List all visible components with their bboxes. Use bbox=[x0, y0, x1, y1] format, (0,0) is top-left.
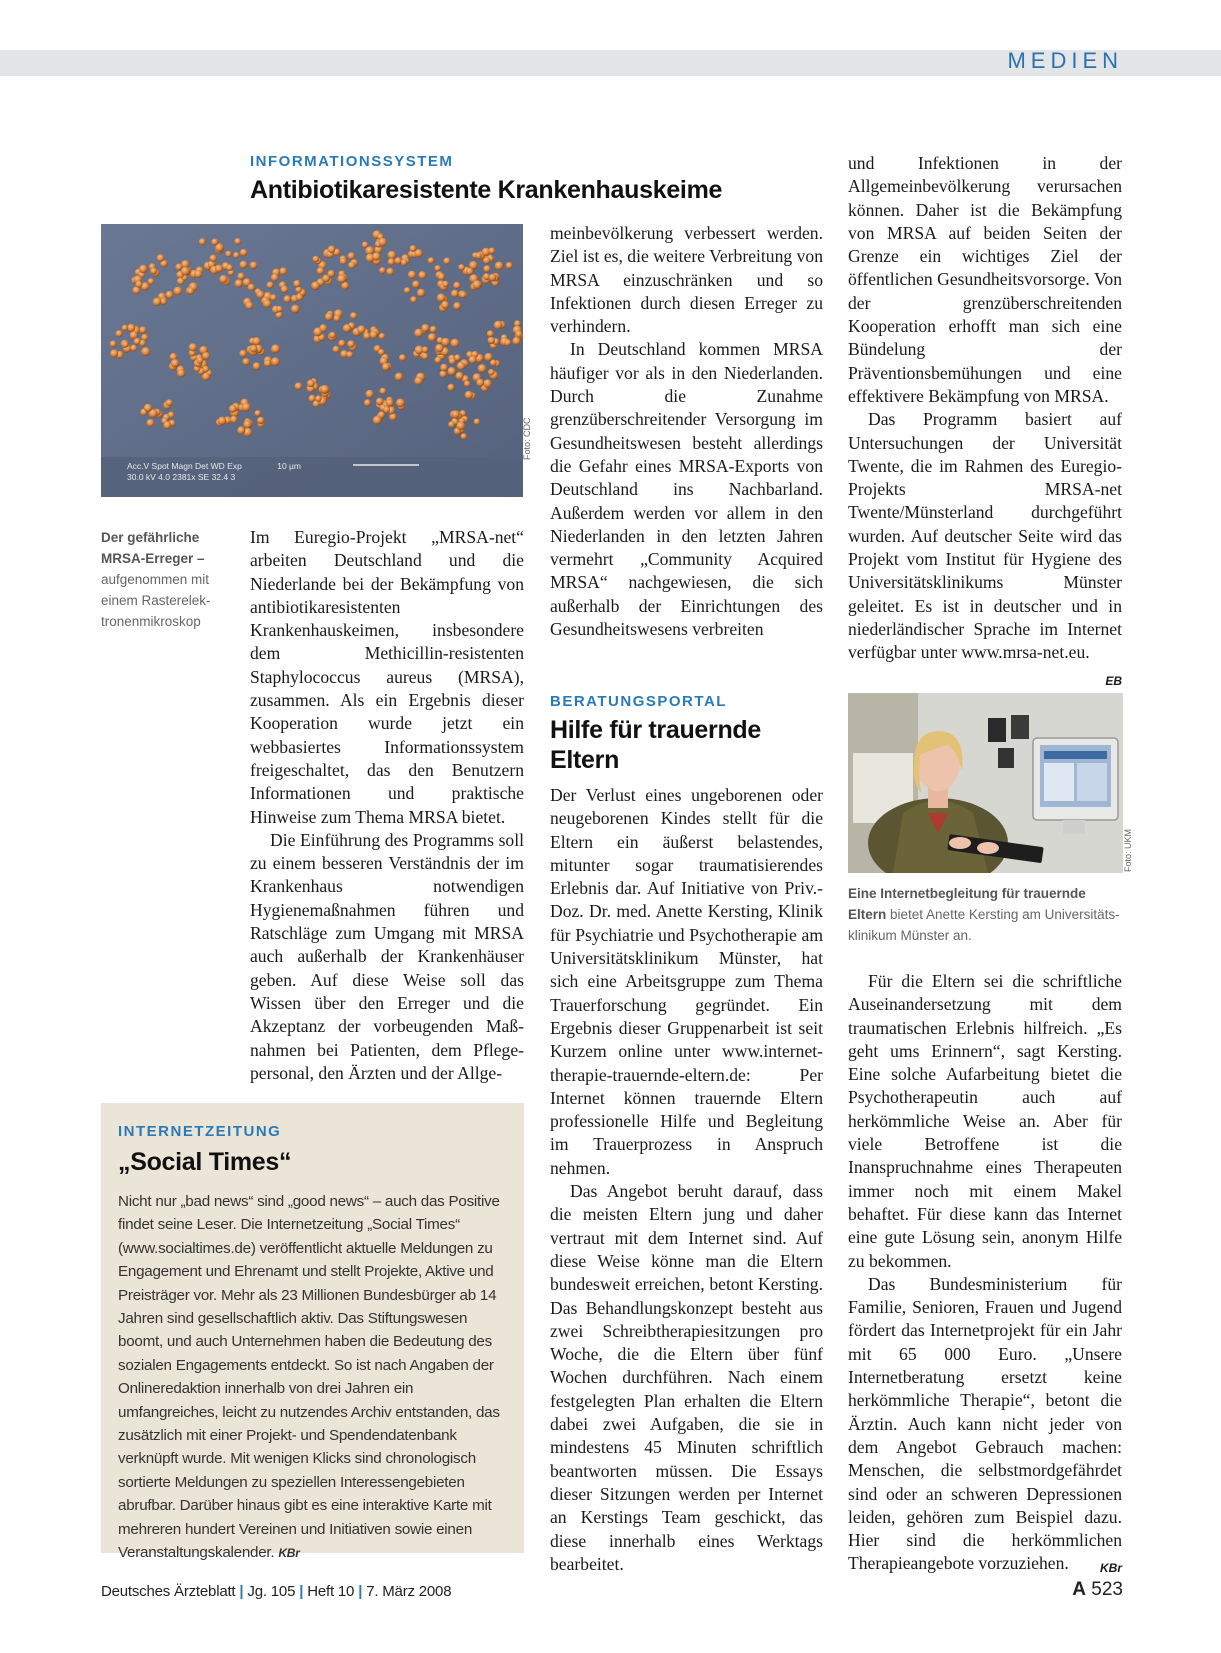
article2-signature: KBr bbox=[1099, 1561, 1122, 1576]
bacterium bbox=[110, 349, 118, 357]
article1-column-2 bbox=[550, 222, 823, 641]
bacterium bbox=[311, 281, 320, 290]
bacterium bbox=[202, 352, 210, 360]
bacterium bbox=[237, 273, 244, 280]
bacterium bbox=[171, 359, 179, 367]
micrograph-info-line2: 30.0 kV 4.0 2381x SE 32.4 3 bbox=[127, 472, 236, 482]
bacterium bbox=[163, 421, 171, 429]
bacterium bbox=[451, 290, 459, 298]
bacterium bbox=[313, 256, 320, 263]
bacterium bbox=[320, 385, 329, 394]
micrograph-info-line1: Acc.V Spot Magn Det WD Exp 10 µm bbox=[127, 461, 302, 471]
bacterium bbox=[271, 344, 280, 353]
bacterium bbox=[211, 239, 218, 246]
bacterium bbox=[414, 377, 422, 385]
bacterium bbox=[250, 262, 258, 270]
issue: Heft 10 bbox=[307, 1583, 355, 1600]
bacterium bbox=[456, 372, 464, 380]
bacterium bbox=[404, 287, 411, 294]
bacterium bbox=[410, 296, 417, 303]
bacterium bbox=[240, 249, 247, 256]
bacterium bbox=[494, 321, 503, 330]
bacterium bbox=[373, 416, 382, 425]
bacterium bbox=[271, 357, 280, 366]
bacterium bbox=[122, 341, 129, 348]
bacterium bbox=[234, 238, 241, 245]
volume: Jg. 105 bbox=[247, 1583, 296, 1600]
paragraph: und Infektionen in der Allgemeinbevölkerung verursachen können. Daher ist die Bekämpfung von MRSA auf beiden Seiten der Grenze ein wichtiges Ziel der öffentlichen Gesundheitsvorsorge. Von der grenzüberschreitenden Kooperation erhofft man sich eine Bündelung der Präventionsbemühungen und eine effektivere Bekämpfung von MRSA. bbox=[848, 153, 1122, 406]
caption1-text: aufgenommen mit einem Rasterelek-tronenmikroskop bbox=[101, 572, 211, 629]
bacterium bbox=[116, 330, 123, 337]
bacterium bbox=[256, 291, 264, 299]
bacterium bbox=[395, 373, 403, 381]
bacterium bbox=[370, 331, 378, 339]
bacterium bbox=[296, 294, 303, 301]
bacterium bbox=[399, 354, 406, 361]
bacterium bbox=[447, 367, 456, 376]
bacterium bbox=[134, 338, 141, 345]
bacterium bbox=[322, 275, 330, 283]
bacterium bbox=[452, 410, 460, 418]
bacterium bbox=[408, 271, 416, 279]
bacterium bbox=[454, 354, 461, 361]
bacterium bbox=[315, 395, 322, 402]
bacterium bbox=[219, 275, 227, 283]
bacterium bbox=[476, 379, 484, 387]
article2-column-1 bbox=[550, 784, 823, 1576]
paragraph: meinbevölkerung verbessert werden. Ziel ist es, die weitere Verbreitung von MRSA einzuschränken und so Infektionen durch diesen Erreger zu verhindern. bbox=[550, 223, 823, 337]
bacterium bbox=[395, 257, 402, 264]
bacterium bbox=[386, 268, 394, 276]
bacterium bbox=[388, 251, 397, 260]
bacterium bbox=[130, 345, 137, 352]
bacterium bbox=[334, 315, 341, 322]
bacterium bbox=[380, 388, 387, 395]
date: 7. März 2008 bbox=[366, 1583, 452, 1600]
bacterium bbox=[122, 325, 128, 331]
bacterium bbox=[243, 420, 251, 428]
bacterium bbox=[464, 381, 470, 387]
kersting-photo bbox=[848, 693, 1123, 873]
bacterium bbox=[225, 251, 231, 257]
bacterium bbox=[230, 416, 238, 424]
bacterium bbox=[422, 353, 429, 360]
bacterium bbox=[177, 369, 185, 377]
bacterium bbox=[139, 326, 146, 333]
article3-signature: KBr bbox=[278, 1546, 300, 1561]
bacterium bbox=[448, 421, 455, 428]
bacterium bbox=[279, 267, 287, 275]
bacterium bbox=[337, 274, 346, 283]
bacterium bbox=[490, 360, 497, 367]
bacterium bbox=[465, 391, 473, 399]
bacteria-image bbox=[101, 224, 523, 497]
bacterium bbox=[267, 282, 274, 289]
page-number-value: 523 bbox=[1091, 1579, 1123, 1600]
bacterium bbox=[376, 398, 384, 406]
bacterium bbox=[438, 273, 445, 280]
paragraph-text: Das Bundesministerium für Familie, Senioren, Frauen und Jugend fördert das Internetprojekt für ein Jahr mit 65 000 Euro. „Unsere Internetberatung ersetzt keine herkömmliche Therapie“, betont die Ärztin. Auch kann nicht jeder von dem Angebot Gebrauch machen: Menschen, die selbstmordgefährdet sind oder an schweren Depressionen leiden, gehören zum Beispiel dazu. Hier sind die herkömmlichen Therapieangebote vorzuziehen. bbox=[848, 1273, 1122, 1574]
footer: Deutsches Ärzteblatt | Jg. 105 | Heft 10 | 7. März 2008 bbox=[101, 1583, 452, 1600]
bacterium bbox=[396, 399, 405, 408]
bacterium bbox=[442, 281, 448, 287]
caption2-text: bietet Anette Kersting am Universitätsklinikum Münster an. bbox=[848, 907, 1120, 943]
paragraph: Das Angebot beruht darauf, dass die meisten Eltern jung und daher vertraut mit dem Internet sind. Auf diese Weise könne man die Eltern bundesweit erreichen, betont Kersting. Das Behandlungskonzept besteht aus zwei Schreibtherapiesitzungen pro Woche, die die Eltern über fünf Wochen durchführen. Nach einem festgelegten Plan erhalten die Eltern dabei zwei Aufgaben, die sie in mindestens 45 Minuten schriftlich beantworten müssen. Die Essays dieser Sitzungen werden per Internet an Kerstings Team geschickt, das diese innerhalb eines Werktags bearbeitet. bbox=[550, 1181, 823, 1574]
article2-column-2 bbox=[848, 970, 1122, 1581]
bacterium bbox=[386, 399, 394, 407]
bacterium bbox=[281, 286, 288, 293]
bacterium bbox=[264, 360, 271, 367]
bacterium bbox=[504, 339, 511, 346]
bacterium bbox=[291, 305, 300, 314]
journal-name: Deutsches Ärzteblatt bbox=[101, 1583, 236, 1600]
bacterium bbox=[506, 262, 513, 269]
bacterium bbox=[441, 338, 450, 347]
bacterium bbox=[515, 331, 522, 338]
bacterium bbox=[194, 270, 202, 278]
bacterium bbox=[473, 280, 482, 289]
bacterium bbox=[233, 252, 239, 258]
bacterium bbox=[487, 330, 494, 337]
bacterium bbox=[166, 291, 174, 299]
bacterium bbox=[147, 419, 155, 427]
bacterium bbox=[440, 364, 448, 372]
bacterium bbox=[242, 358, 249, 365]
bacterium bbox=[343, 324, 352, 333]
bacterium bbox=[460, 292, 466, 298]
bacterium bbox=[388, 258, 395, 265]
bacterium bbox=[489, 274, 497, 282]
bacterium bbox=[458, 264, 464, 270]
bacterium bbox=[215, 265, 223, 273]
article3-body: Nicht nur „bad news“ sind „good news“ – auch das Positive findet seine Leser. Die Internetzeitung „Social Times“ (www.socialtimes.de) veröffentlicht aktuelle Meldungen zu Engagement und Ehrenamt und stellt Projekte, Aktive und Preisträger vor. Mehr als 23 Millionen Bundesbürger ab 14 Jahren sind gesellschaftlich aktiv. Das Stiftungswesen boomt, und auch Unternehmen haben die Bedeutung des sozialen Engagements entdeckt. So ist nach Angaben der Onlineredaktion innerhalb von drei Jahren ein umfangreiches, leicht zu nutzendes Archiv entstanden, das zusätzlich mit einer Projekt- und Spendendatenbank verknüpft wurde. Mit wenigen Klicks sind chronologisch sortierte Meldungen zu speziellen Interessengebieten abrufbar. Darüber hinaus gibt es eine interaktive Karte mit mehreren hundert Vereinen und Initiativen sowie einen Veranstaltungskalender. bbox=[118, 1193, 500, 1562]
bacterium bbox=[457, 362, 465, 370]
photo1-credit: Foto: CDC bbox=[522, 417, 532, 460]
bacterium bbox=[348, 252, 355, 259]
bacterium bbox=[202, 366, 209, 373]
bacterium bbox=[248, 284, 255, 291]
bacterium bbox=[475, 252, 482, 259]
bacterium bbox=[263, 300, 271, 308]
paragraph: Für die Eltern sei die schriftliche Auseinandersetzung mit dem traumatischen Erlebnis hilfreich. „Es geht ums Erinnern“, sagt Kersting. Eine solche Aufarbeitung bietet die Psychotherapeutin auch auf herkömmliche Weise an. Aber für viele Betroffene ist die Inanspruchnahme eines Therapeuten immer noch mit einem Makel behaftet. Für diese kann das Internet eine gute Lösung sein, anonym Hilfe zu bekommen. bbox=[848, 971, 1122, 1271]
bacterium bbox=[363, 332, 370, 339]
bacterium bbox=[435, 357, 442, 364]
bacterium bbox=[378, 238, 386, 246]
woman-at-computer-image bbox=[848, 693, 1123, 873]
bacterium bbox=[348, 262, 355, 269]
bacterium bbox=[166, 399, 173, 406]
bacterium bbox=[253, 362, 261, 370]
bacterium bbox=[257, 417, 264, 424]
bacterium bbox=[139, 265, 147, 273]
bacterium bbox=[284, 295, 292, 303]
photo1-caption bbox=[101, 527, 231, 632]
bacterium bbox=[379, 333, 385, 339]
bacterium bbox=[347, 340, 355, 348]
article1-signature: EB bbox=[1105, 673, 1122, 688]
bacterium bbox=[252, 337, 260, 345]
page-prefix: A bbox=[1072, 1579, 1087, 1600]
bacterium bbox=[148, 278, 155, 285]
bacterium bbox=[466, 268, 473, 275]
bacterium bbox=[293, 280, 300, 287]
bacterium bbox=[174, 287, 183, 296]
bacterium bbox=[401, 259, 408, 266]
article1-kicker: INFORMATIONSSYSTEM bbox=[250, 153, 454, 170]
bacterium bbox=[177, 278, 184, 285]
bacterium bbox=[242, 403, 251, 412]
article2-kicker: BERATUNGSPORTAL bbox=[550, 693, 727, 710]
bacterium bbox=[474, 419, 480, 425]
article1-headline: Antibiotikaresistente Krankenhauskeime bbox=[250, 176, 723, 204]
bacterium bbox=[453, 302, 461, 310]
bacterium bbox=[135, 281, 142, 288]
bacterium bbox=[153, 298, 162, 307]
bacterium bbox=[448, 384, 455, 391]
bacterium bbox=[443, 258, 450, 265]
bacterium bbox=[313, 327, 322, 336]
paragraph-text: Das Programm basiert auf Untersuchungen der Universität Twente, die im Rahmen des Euregio-Projekts MRSA-net Twente/Münsterland durchgeführt wurden. Auf deutscher Seite wird das Projekt vom Institut für Hygiene des Universitätsklinikums Münster geleitet. Es ist in deutscher und in niederländischer Sprache im Internet verfügbar unter www.mrsa-net.eu. bbox=[848, 409, 1122, 663]
bacterium bbox=[271, 274, 279, 282]
bacterium bbox=[364, 399, 371, 406]
caption2-bold: Eine Internetbegleitung für trauernde Eltern bbox=[848, 886, 1086, 922]
bacterium bbox=[127, 324, 135, 332]
caption1-bold: Der gefährliche MRSA-Erreger – bbox=[101, 530, 205, 566]
bacterium bbox=[329, 332, 336, 339]
bacterium bbox=[418, 271, 426, 279]
bacterium bbox=[237, 426, 245, 434]
paragraph: Die Einführung des Programms soll zu einem besseren Verständnis der im Krankenhaus notwendigen Hygienemaßnahmen führen und Ratschläge zum Umgang mit MRSA auch außerhalb der Krankenhäuser geben. Auf diese Weise soll das Wissen über den Erreger und die Akzeptanz der vorbeugenden Maßnahmen bei Patienten, dem Pflegepersonal, den Ärzten und der Allge- bbox=[250, 829, 524, 1083]
bacterium bbox=[451, 339, 460, 348]
photo2-credit: Foto: UKM bbox=[1123, 828, 1133, 872]
bacterium bbox=[295, 286, 301, 292]
bacterium bbox=[150, 268, 157, 275]
bacterium bbox=[378, 349, 384, 355]
article3-kicker: INTERNETZEITUNG bbox=[118, 1123, 282, 1140]
bacterium bbox=[435, 265, 441, 271]
bacterium bbox=[410, 245, 417, 252]
bacterium bbox=[338, 340, 345, 347]
bacterium bbox=[488, 337, 495, 344]
bacterium bbox=[495, 262, 504, 271]
bacterium bbox=[417, 289, 425, 297]
bacterium bbox=[440, 370, 447, 377]
bacterium bbox=[382, 363, 390, 371]
paragraph: Der Verlust eines ungeborenen oder neugeborenen Kindes stellt für die Eltern ein äußerst belastendes, mitunter sogar traumatisierendes Erlebnis dar. Auf Initiative von Priv.-Doz. Dr. med. Anette Kersting, Klinik für Psychiatrie und Psychotherapie am Universitätsklinikum Münster, hat sich eine Arbeitsgruppe zum Thema Trauerforschung gegründet. Ein Ergebnis dieser Gruppenarbeit ist seit Kurzem online unter www.internet-therapie-trauernde-eltern.de: Per Internet können trauernde Eltern professionelle Hilfe und Begleitung im Trauerprozess in Anspruch nehmen. bbox=[550, 785, 823, 1178]
bacterium bbox=[199, 238, 206, 245]
bacterium bbox=[110, 341, 117, 348]
bacterium bbox=[189, 343, 197, 351]
bacterium bbox=[478, 364, 487, 373]
bacterium bbox=[255, 410, 261, 416]
bacterium bbox=[346, 351, 353, 358]
bacterium bbox=[325, 313, 333, 321]
paragraph bbox=[848, 1273, 1122, 1576]
bacterium bbox=[428, 333, 436, 341]
bacterium bbox=[435, 344, 443, 352]
mrsa-microscope-photo bbox=[101, 224, 523, 497]
paragraph: In Deutschland kommen MRSA häufiger vor als in den Niederlanden. Durch die Zunahme grenzüberschreitender Versorgung im Gesundheitswesen besteht allerdings die Gefahr eines MRSA-Exports von Deutschland ins Nachbarland. Außerdem werden vor allem in den Niederlanden in den letzten Jahren vermehrt „Community Acquired MRSA“ nachgewiesen, die sich außerhalb der Einrichtungen des Gesundheitswesens verbreiten bbox=[550, 339, 823, 640]
bacterium bbox=[484, 353, 492, 361]
bacterium bbox=[488, 369, 494, 375]
bacterium bbox=[422, 347, 428, 353]
bacterium bbox=[428, 257, 435, 264]
article3-headline: „Social Times“ bbox=[118, 1148, 292, 1176]
paragraph: Im Euregio-Projekt „MRSA-net“ arbeiten Deutschland und die Niederlande bei der Bekämpfung von antibiotikaresistenten Krankenhauskeimen, insbesondere dem Methicillin-resistenten Staphylococcus aureus (MRSA), zusammen. Als ein Ergebnis dieser Kooperation wurde jetzt ein webbasiertes Informationssystem freigeschaltet, das den Benutzern Informationen und praktische Hinweise zum Thema MRSA bietet. bbox=[250, 527, 524, 827]
social-times-box bbox=[101, 1103, 524, 1562]
bacterium bbox=[441, 301, 449, 309]
bacterium bbox=[307, 380, 315, 388]
bacterium bbox=[461, 433, 467, 439]
photo2-caption bbox=[848, 883, 1126, 946]
bacterium bbox=[218, 417, 226, 425]
bacterium bbox=[270, 294, 277, 301]
bacterium bbox=[383, 406, 390, 413]
bacterium bbox=[141, 347, 150, 356]
bacterium bbox=[512, 337, 520, 345]
bacterium bbox=[144, 404, 152, 412]
section-label: MEDIEN bbox=[1007, 48, 1123, 73]
bacterium bbox=[226, 264, 233, 271]
bacterium bbox=[181, 267, 190, 276]
bacterium bbox=[372, 252, 380, 260]
bacterium bbox=[483, 379, 492, 388]
bacterium bbox=[240, 261, 248, 269]
bacterium bbox=[489, 248, 496, 255]
bacterium bbox=[350, 312, 357, 319]
article1-column-3 bbox=[848, 152, 1122, 693]
page-number bbox=[1072, 1579, 1123, 1601]
bacterium bbox=[340, 258, 347, 265]
article2-headline: Hilfe für trauernde Eltern bbox=[550, 716, 761, 774]
bacterium bbox=[245, 302, 253, 310]
bacterium bbox=[235, 279, 243, 287]
bacterium bbox=[187, 288, 194, 295]
bacterium bbox=[453, 282, 460, 289]
bacterium bbox=[210, 255, 217, 262]
bacterium bbox=[437, 293, 446, 302]
bacterium bbox=[357, 325, 365, 333]
bacterium bbox=[328, 245, 336, 253]
bacterium bbox=[229, 405, 237, 413]
bacterium bbox=[333, 346, 340, 353]
bacterium bbox=[483, 265, 490, 272]
bacterium bbox=[379, 267, 386, 274]
bacterium bbox=[366, 390, 374, 398]
bacterium bbox=[250, 345, 258, 353]
bacterium bbox=[197, 357, 204, 364]
bacterium bbox=[430, 326, 437, 333]
bacterium bbox=[295, 382, 303, 390]
paragraph bbox=[848, 408, 1122, 688]
bacterium bbox=[276, 306, 282, 312]
bacterium bbox=[317, 267, 325, 275]
bacterium bbox=[421, 324, 429, 332]
article3-text bbox=[118, 1190, 506, 1566]
bacterium bbox=[469, 356, 477, 364]
bacterium bbox=[412, 281, 420, 289]
bacterium bbox=[457, 422, 466, 431]
article1-column-1 bbox=[250, 526, 524, 1085]
bacterium bbox=[239, 350, 246, 357]
bacterium bbox=[157, 254, 165, 262]
